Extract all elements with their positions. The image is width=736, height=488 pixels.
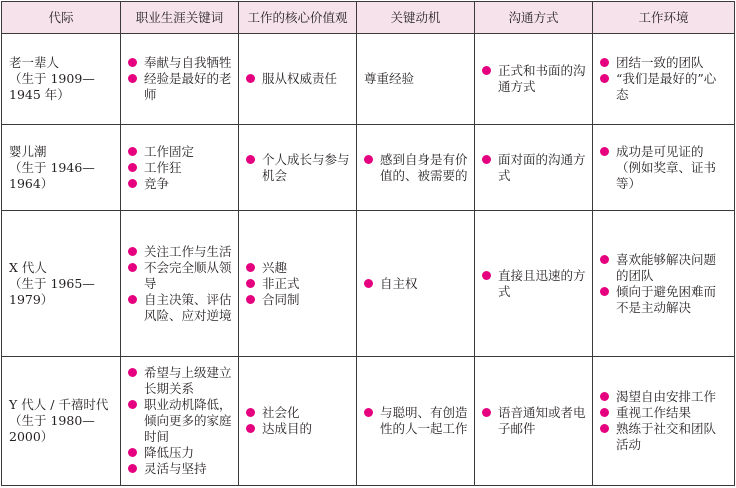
generation-name: X 代人 — [9, 259, 47, 275]
list-item-text: 工作固定 — [144, 143, 195, 159]
list-item — [128, 244, 232, 260]
list-item — [600, 284, 728, 316]
bullet-icon — [246, 263, 255, 272]
communication-list — [482, 405, 586, 437]
generation-cell — [2, 356, 121, 485]
bullet-icon — [246, 74, 255, 83]
bullet-icon — [128, 74, 137, 83]
list-item-text: 非正式 — [262, 275, 300, 291]
list-item-text: 语音通知或者电子邮件 — [498, 404, 586, 436]
generations-table — [1, 1, 735, 486]
list-item — [246, 71, 350, 87]
list-item — [600, 55, 728, 71]
list-item — [128, 292, 232, 324]
bullet-icon — [482, 155, 491, 164]
list-item-text: 重视工作结果 — [616, 404, 692, 420]
core-values-cell — [239, 34, 357, 125]
list-item-text: “我们是最好的”心态 — [616, 70, 717, 102]
core-values-cell — [239, 211, 357, 356]
list-item-text: 合同制 — [262, 291, 300, 307]
list-item-text: 职业动机降低，倾向更多的家庭时间 — [144, 396, 232, 444]
communication-list — [482, 152, 586, 184]
bullet-icon — [246, 279, 255, 288]
list-item — [246, 152, 350, 184]
list-item-text: 感到自身是有价值的、被需要的 — [380, 151, 468, 183]
generation-name: Y 代人 / 千禧时代 — [9, 396, 109, 412]
generation-years: （生于 1965—1979） — [9, 275, 95, 307]
career-keywords-cell — [121, 124, 239, 211]
list-item-text: 直接且迅速的方式 — [498, 267, 586, 299]
bullet-icon — [600, 147, 609, 156]
generation-years: （生于 1946—1964） — [9, 159, 95, 191]
work-environment-cell — [593, 211, 735, 356]
list-item-text: 渴望自由安排工作 — [616, 388, 717, 404]
generation-years: （生于 1980—2000） — [9, 412, 95, 444]
communication-cell — [475, 124, 593, 211]
table-row — [2, 34, 735, 125]
list-item-text: 关注工作与生活 — [144, 243, 232, 259]
list-item-text: 灵活与坚持 — [144, 460, 207, 476]
list-item — [482, 63, 586, 95]
generation-cell — [2, 34, 121, 125]
list-item-text: 经验是最好的老师 — [144, 70, 232, 102]
list-item-text: 不会完全顺从领导 — [144, 259, 232, 291]
career-keywords-list — [128, 144, 232, 192]
bullet-icon — [128, 368, 137, 377]
career-keywords-cell — [121, 356, 239, 485]
list-item — [128, 160, 232, 176]
list-item-text: 工作狂 — [144, 159, 182, 175]
core-values-list — [246, 71, 350, 87]
list-item-text: 倾向于避免困难而不是主动解决 — [616, 283, 717, 315]
communication-cell — [475, 34, 593, 125]
bullet-icon — [128, 247, 137, 256]
header-key-motivation: 关键动机 — [357, 2, 475, 34]
generation-years: （生于 1909—1945 年） — [9, 70, 95, 102]
communication-list — [482, 268, 586, 300]
work-environment-cell — [593, 34, 735, 125]
communication-list — [482, 63, 586, 95]
work-environment-list — [600, 55, 728, 103]
generation-cell — [2, 211, 121, 356]
list-item — [364, 276, 468, 292]
list-item-text: 自主权 — [380, 275, 418, 291]
bullet-icon — [128, 58, 137, 67]
bullet-icon — [600, 408, 609, 417]
header-communication: 沟通方式 — [475, 2, 593, 34]
career-keywords-list — [128, 244, 232, 324]
bullet-icon — [128, 448, 137, 457]
list-item-text: 正式和书面的沟通方式 — [498, 62, 586, 94]
bullet-icon — [482, 408, 491, 417]
bullet-icon — [482, 271, 491, 280]
key-motivation-cell — [357, 124, 475, 211]
bullet-icon — [246, 408, 255, 417]
list-item — [600, 405, 728, 421]
bullet-icon — [600, 424, 609, 433]
generation-name: 婴儿潮 — [9, 143, 47, 159]
list-item — [482, 405, 586, 437]
list-item — [482, 152, 586, 184]
career-keywords-list — [128, 55, 232, 103]
header-core-values: 工作的核心价值观 — [239, 2, 357, 34]
key-motivation-list — [364, 276, 468, 292]
communication-cell — [475, 211, 593, 356]
list-item — [246, 292, 350, 308]
list-item-text: 团结一致的团队 — [616, 54, 704, 70]
work-environment-list — [600, 389, 728, 453]
core-values-list — [246, 405, 350, 437]
bullet-icon — [600, 392, 609, 401]
list-item-text: 希望与上级建立长期关系 — [144, 364, 232, 396]
career-keywords-cell — [121, 211, 239, 356]
key-motivation-list — [364, 152, 468, 184]
key-motivation-cell — [357, 356, 475, 485]
list-item-text: 喜欢能够解决问题的团队 — [616, 251, 717, 283]
list-item — [128, 260, 232, 292]
bullet-icon — [600, 287, 609, 296]
list-item-text: 降低压力 — [144, 444, 195, 460]
key-motivation-list — [364, 405, 468, 437]
list-item-text: 与聪明、有创造性的人一起工作 — [380, 404, 468, 436]
list-item — [246, 260, 350, 276]
list-item — [246, 421, 350, 437]
list-item — [128, 176, 232, 192]
list-item — [128, 144, 232, 160]
career-keywords-cell — [121, 34, 239, 125]
list-item — [600, 252, 728, 284]
bullet-icon — [128, 400, 137, 409]
bullet-icon — [128, 147, 137, 156]
list-item-text: 竞争 — [144, 175, 170, 191]
list-item — [600, 71, 728, 103]
list-item-text: 面对面的沟通方式 — [498, 151, 586, 183]
bullet-icon — [364, 155, 373, 164]
list-item — [128, 365, 232, 397]
list-item — [128, 55, 232, 71]
core-values-list — [246, 152, 350, 184]
core-values-list — [246, 260, 350, 308]
list-item-text: 奉献与自我牺牲 — [144, 54, 232, 70]
list-item — [364, 152, 468, 184]
communication-cell — [475, 356, 593, 485]
list-item-text: 个人成长与参与机会 — [262, 151, 350, 183]
list-item-text: 成功是可见证的（例如奖章、证书等） — [616, 143, 717, 191]
work-environment-list — [600, 144, 728, 192]
bullet-icon — [364, 279, 373, 288]
key-motivation-cell — [357, 34, 475, 125]
list-item — [364, 405, 468, 437]
bullet-icon — [128, 263, 137, 272]
bullet-icon — [600, 74, 609, 83]
bullet-icon — [364, 408, 373, 417]
bullet-icon — [128, 163, 137, 172]
table-row — [2, 211, 735, 356]
list-item — [128, 445, 232, 461]
list-item — [600, 144, 728, 192]
generation-cell — [2, 124, 121, 211]
list-item — [482, 268, 586, 300]
header-work-environment: 工作环境 — [593, 2, 735, 34]
bullet-icon — [246, 424, 255, 433]
bullet-icon — [128, 179, 137, 188]
header-generation: 代际 — [2, 2, 121, 34]
list-item — [128, 397, 232, 445]
list-item — [128, 71, 232, 103]
core-values-cell — [239, 124, 357, 211]
bullet-icon — [600, 58, 609, 67]
list-item — [128, 461, 232, 477]
header-career-keywords: 职业生涯关键词 — [121, 2, 239, 34]
list-item — [600, 421, 728, 453]
key-motivation-cell — [357, 211, 475, 356]
work-environment-cell — [593, 124, 735, 211]
table-row — [2, 124, 735, 211]
list-item-text: 达成目的 — [262, 420, 313, 436]
bullet-icon — [128, 464, 137, 473]
table-row — [2, 356, 735, 485]
list-item — [246, 405, 350, 421]
bullet-icon — [600, 255, 609, 264]
career-keywords-list — [128, 365, 232, 477]
list-item-text: 服从权威责任 — [262, 70, 338, 86]
work-environment-list — [600, 252, 728, 316]
list-item-text: 社会化 — [262, 404, 300, 420]
generation-name: 老一辈人 — [9, 54, 60, 70]
core-values-cell — [239, 356, 357, 485]
bullet-icon — [128, 295, 137, 304]
key-motivation-text: 尊重经验 — [364, 70, 415, 86]
bullet-icon — [482, 66, 491, 75]
bullet-icon — [246, 295, 255, 304]
list-item-text: 兴趣 — [262, 259, 288, 275]
list-item — [600, 389, 728, 405]
list-item — [246, 276, 350, 292]
work-environment-cell — [593, 356, 735, 485]
header-row — [2, 2, 735, 34]
list-item-text: 自主决策、评估风险、应对逆境 — [144, 291, 232, 323]
list-item-text: 熟练于社交和团队活动 — [616, 420, 717, 452]
bullet-icon — [246, 155, 255, 164]
